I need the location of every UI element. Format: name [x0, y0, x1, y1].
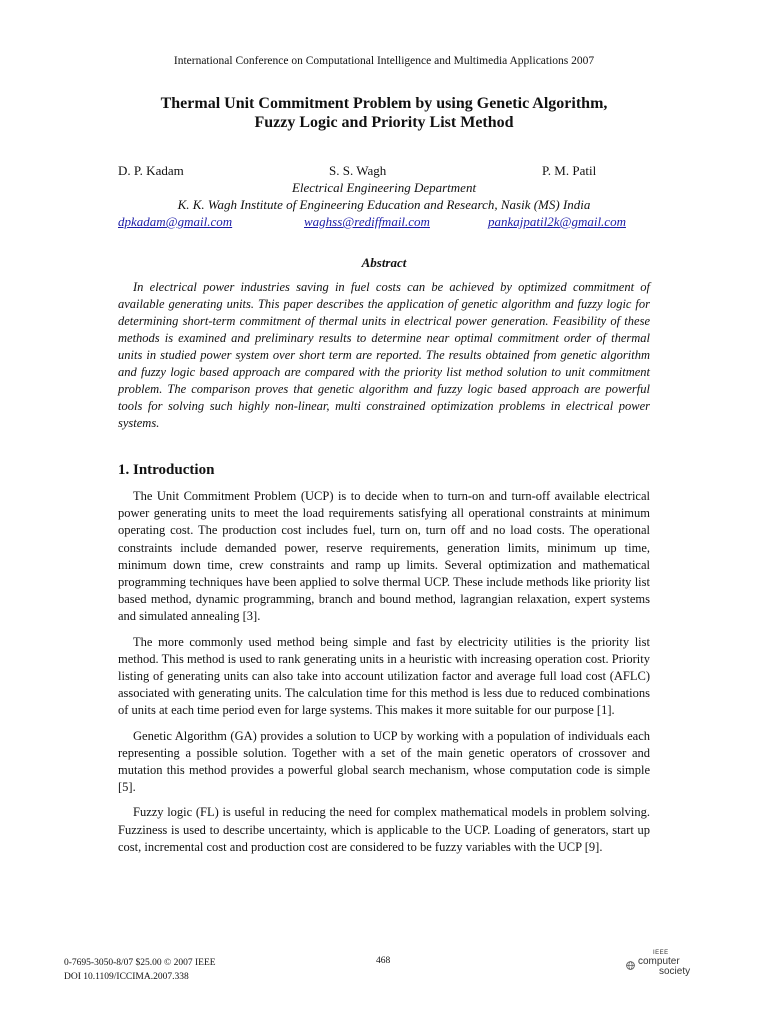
paper-title	[0, 94, 768, 132]
emails-row	[118, 214, 650, 232]
authors-row	[118, 163, 648, 181]
paragraph: Genetic Algorithm (GA) provides a solution to UCP by working with a population of individuals each representing a possible solution. Together with a set of the main genetic operators of crossover and mutation this method provides a powerful global search mechanism, whose computation code is simple [5].	[118, 728, 650, 795]
isbn-price: 0-7695-3050-8/07 $25.00 © 2007 IEEE	[64, 958, 216, 968]
title-line-2: Fuzzy Logic and Priority List Method	[254, 114, 514, 131]
globe-icon	[626, 961, 635, 970]
logo-computer-text: computer	[638, 956, 680, 967]
author-name: P. M. Patil	[542, 163, 597, 178]
department: Electrical Engineering Department	[291, 180, 477, 195]
email-link[interactable]: pankajpatil2k@gmail.com	[488, 214, 626, 229]
logo-society-text: society	[659, 966, 691, 977]
doi: DOI 10.1109/ICCIMA.2007.338	[64, 972, 189, 982]
title-line-1: Thermal Unit Commitment Problem by using Genetic Algorithm,	[160, 95, 608, 112]
abstract-text: In electrical power industries saving in fuel costs can be achieved by optimized commitment of available generating units. This paper describes the application of genetic algorithm and fuzzy logic for determining short-term commitment of thermal units in electrical power generation. Feasibility of these methods is examined and preliminary results to determine near optimal commitment order of thermal units in studied power system over short term are reported. The results obtained from genetic algorithm and fuzzy logic based approach are compared with the priority list method solution to unit commitment problem. The comparison proves that genetic algorithm and fuzzy logic based approach are powerful tools for solving such highly non-linear, multi constrained optimization problems in electrical power systems.	[118, 280, 650, 430]
introduction-body	[118, 488, 650, 864]
page-number: 468	[376, 956, 391, 966]
email-link[interactable]: waghss@rediffmail.com	[304, 214, 430, 229]
email-link[interactable]: dpkadam@gmail.com	[118, 214, 233, 229]
section-heading: 1. Introduction	[118, 462, 215, 478]
institute: K. K. Wagh Institute of Engineering Education and Research, Nasik (MS) India	[177, 197, 591, 212]
abstract-heading: Abstract	[361, 255, 407, 270]
paragraph: The more commonly used method being simple and fast by electricity utilities is the priority list method. This method is used to rank generating units in a heuristic with increasing operation cost. Priority listing of generating units can also take into account utilization factor and average full load cost (AFLC) associated with generating units. The calculation time for this method is less due to reduced combinations of units at each time period even for large systems. This makes it more suitable for our purpose [1].	[118, 634, 650, 718]
logo-ieee-text: IEEE	[653, 950, 669, 956]
footer-copyright	[64, 956, 216, 984]
ieee-computer-society-logo	[626, 950, 696, 980]
paragraph: The Unit Commitment Problem (UCP) is to decide when to turn-on and turn-off available electrical power generating units to meet the load requirements satisfying all operational constraints at minimum operating cost. The production cost includes fuel, turn on, turn off and no load costs. The operational constraints include demanded power, reserve requirements, generation limits, minimum up time, minimum down time, crew constraints and ramp up limits. Several optimization and mathematical programming techniques have been applied to solve thermal UCP. These include methods like priority list based method, dynamic programming, branch and bound method, lagrangian relaxation, expert systems and simulated annealing [3].	[118, 489, 650, 624]
paragraph: Fuzzy logic (FL) is useful in reducing the need for complex mathematical models in problem solving. Fuzziness is used to describe uncertainty, which is applicable to the UCP. Loading of generators, start up cost, incremental cost and production cost are considered to be fuzzy variables with the UCP [9].	[118, 805, 650, 854]
author-name: S. S. Wagh	[329, 163, 387, 178]
author-name: D. P. Kadam	[118, 163, 184, 178]
conference-header: International Conference on Computational Intelligence and Multimedia Applications 2007	[173, 55, 595, 67]
